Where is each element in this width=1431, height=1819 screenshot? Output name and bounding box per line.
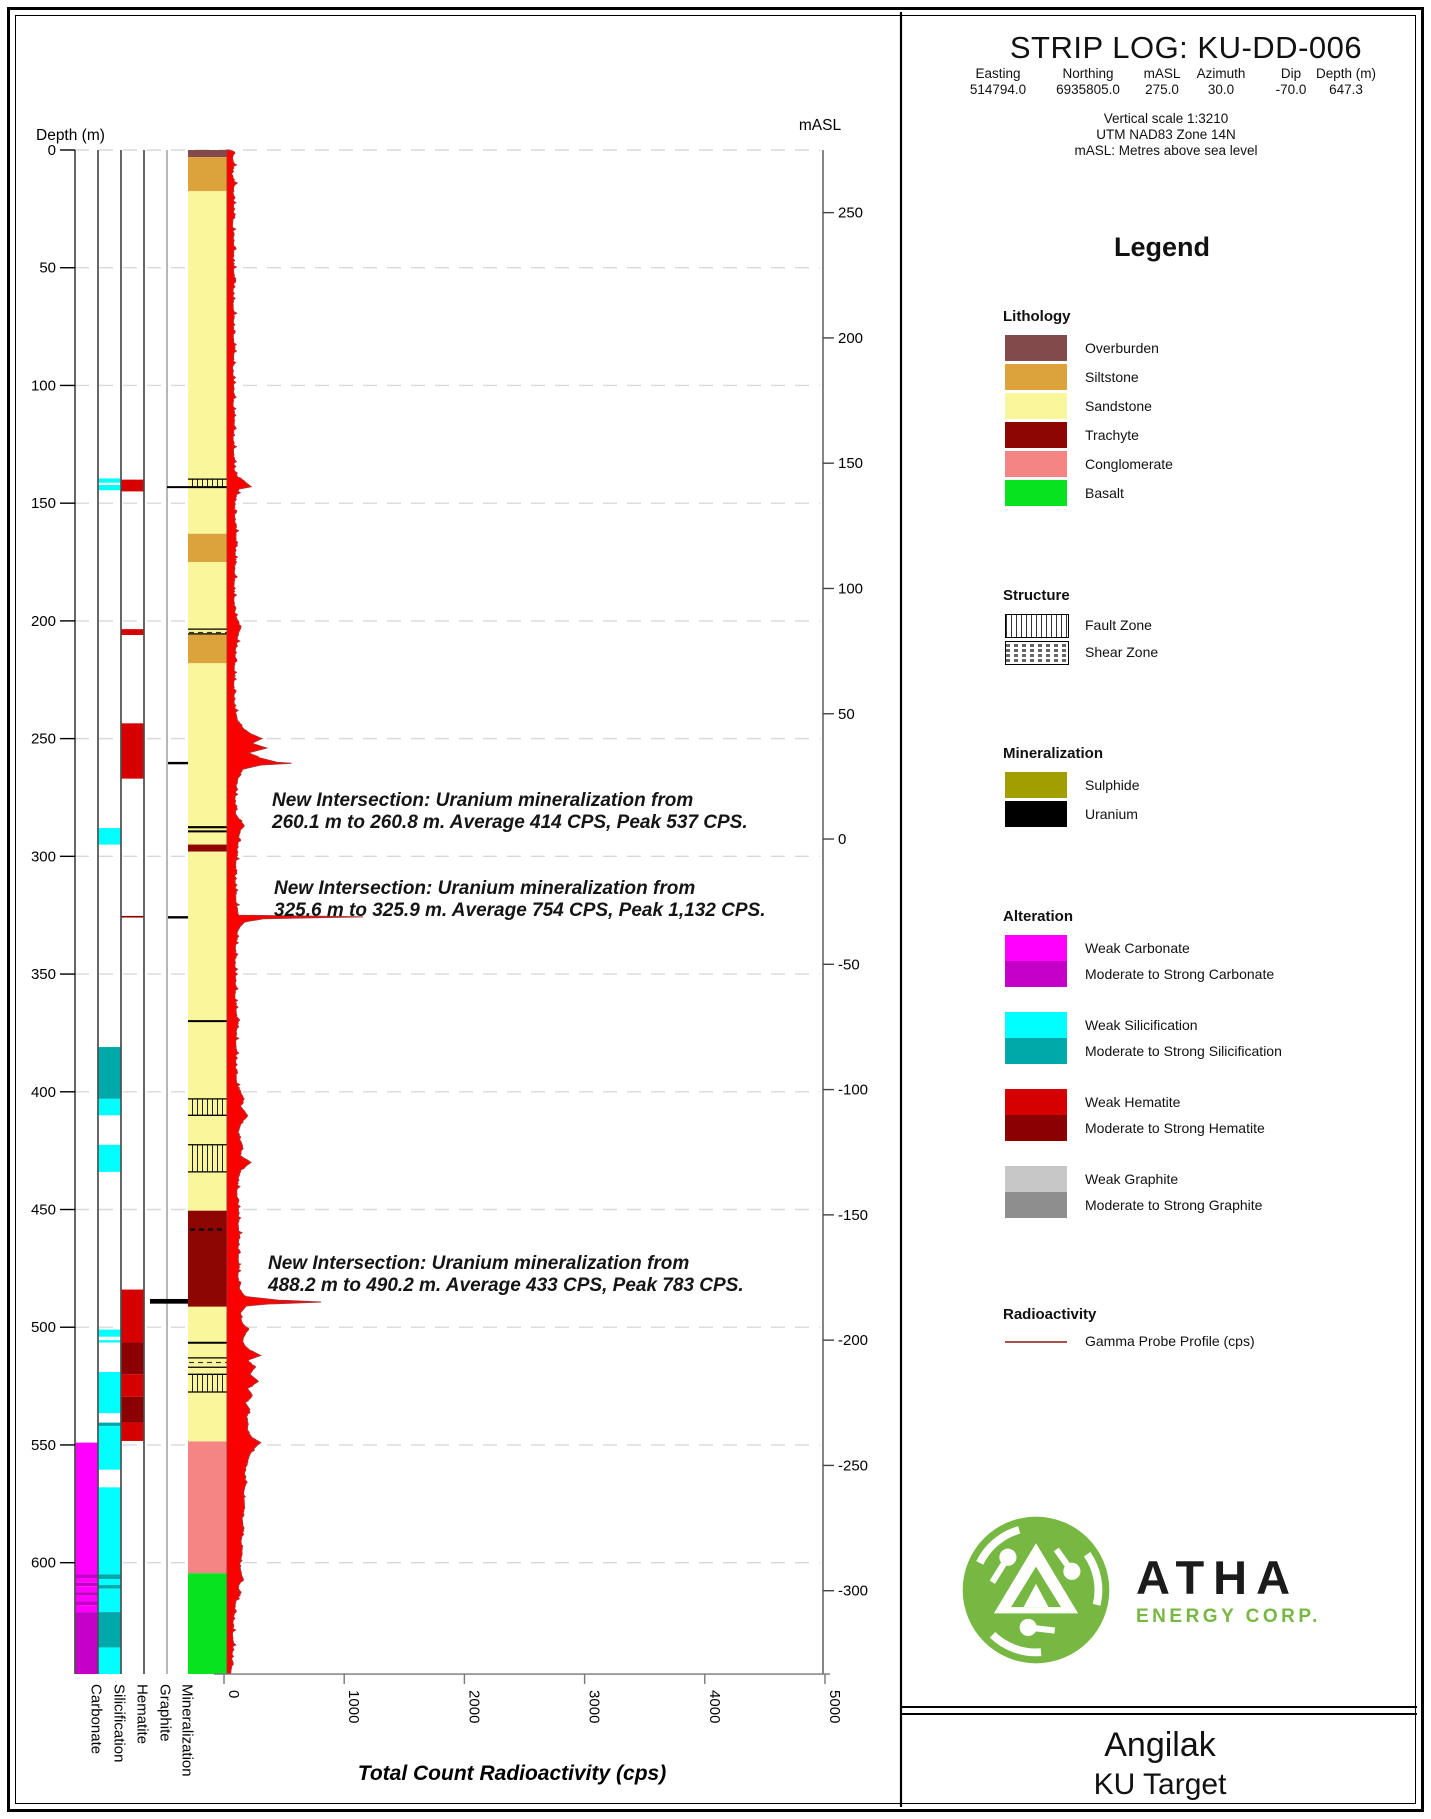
svg-text:100: 100 <box>838 580 864 598</box>
legend-label: Sulphide <box>1085 777 1140 793</box>
svg-text:150: 150 <box>30 495 56 513</box>
page-title: STRIP LOG: KU-DD-006 <box>1009 30 1363 65</box>
svg-text:260.1 m to 260.8 m. Average 41: 260.1 m to 260.8 m. Average 414 CPS, Peak 537 CPS. <box>272 812 748 833</box>
field-masl: mASL 275.0 <box>1143 66 1181 97</box>
svg-text:200: 200 <box>30 612 56 630</box>
legend-section-title: Alteration <box>1003 908 1074 925</box>
svg-text:600: 600 <box>30 1554 56 1572</box>
legend-label: Moderate to Strong Carbonate <box>1085 966 1275 982</box>
legend-label: Weak Hematite <box>1085 1094 1181 1110</box>
legend-section-title: Structure <box>1003 587 1070 604</box>
legend-label: Conglomerate <box>1085 456 1173 472</box>
svg-text:2000: 2000 <box>465 1690 483 1724</box>
svg-text:0: 0 <box>838 831 847 849</box>
legend-swatch <box>1005 335 1067 361</box>
legend-section-title: Radioactivity <box>1003 1306 1097 1323</box>
legend-label: Fault Zone <box>1085 617 1152 633</box>
svg-text:325.6 m to 325.9 m. Average 75: 325.6 m to 325.9 m. Average 754 CPS, Peak 1,132 CPS. <box>274 900 766 921</box>
svg-text:150: 150 <box>838 455 864 473</box>
logo-company-text: ATHA <box>1136 1551 1300 1604</box>
svg-text:3000: 3000 <box>585 1690 603 1724</box>
legend-swatch <box>1005 422 1067 448</box>
legend-swatch-strong <box>1005 1115 1067 1141</box>
legend-swatch-strong <box>1005 961 1067 987</box>
scale-note: Vertical scale 1:3210 <box>1103 111 1229 126</box>
svg-text:New Intersection: Uranium mine: New Intersection: Uranium mineralization from <box>274 878 696 899</box>
svg-text:0: 0 <box>47 142 56 159</box>
svg-text:500: 500 <box>30 1319 56 1337</box>
legend-swatch <box>1005 772 1067 798</box>
svg-text:Graphite: Graphite <box>156 1684 174 1742</box>
svg-text:488.2 m to 490.2 m. Average 43: 488.2 m to 490.2 m. Average 433 CPS, Peak 783 CPS. <box>268 1275 744 1296</box>
svg-text:200: 200 <box>838 329 864 347</box>
masl-axis-title: mASL <box>798 117 842 134</box>
svg-text:350: 350 <box>30 966 56 984</box>
svg-text:-300: -300 <box>838 1582 869 1600</box>
svg-text:New Intersection: Uranium mine: New Intersection: Uranium mineralization from <box>268 1253 690 1274</box>
svg-text:50: 50 <box>39 259 56 277</box>
gamma-axis-title: Total Count Radioactivity (cps) <box>357 1762 667 1786</box>
svg-text:-250: -250 <box>838 1457 869 1475</box>
footer-divider-bottom <box>902 1713 1417 1715</box>
svg-text:250: 250 <box>838 204 864 222</box>
svg-text:New Intersection: Uranium mine: New Intersection: Uranium mineralization from <box>272 790 694 811</box>
field-northing: Northing 6935805.0 <box>1056 66 1120 97</box>
svg-text:0: 0 <box>225 1690 242 1699</box>
svg-text:50: 50 <box>838 705 855 723</box>
legend-swatch <box>1005 393 1067 419</box>
legend-label: Gamma Probe Profile (cps) <box>1085 1333 1255 1349</box>
svg-text:-200: -200 <box>838 1332 869 1350</box>
fault-zone-swatch <box>1005 614 1069 638</box>
masl-note: mASL: Metres above sea level <box>1074 143 1258 158</box>
svg-text:550: 550 <box>30 1436 56 1454</box>
svg-text:Mineralization: Mineralization <box>178 1684 196 1777</box>
legend-label: Siltstone <box>1085 369 1139 385</box>
footer-divider-top <box>902 1706 1417 1708</box>
svg-text:-100: -100 <box>838 1081 869 1099</box>
legend-swatch-weak <box>1005 1012 1067 1038</box>
svg-text:100: 100 <box>30 377 56 395</box>
legend-label: Weak Carbonate <box>1085 940 1190 956</box>
legend-swatch-weak <box>1005 1089 1067 1115</box>
svg-text:-50: -50 <box>838 956 860 974</box>
legend-swatch <box>1005 451 1067 477</box>
shear-zone-swatch <box>1005 641 1069 665</box>
legend-section-title: Lithology <box>1003 308 1071 325</box>
legend-swatch <box>1005 480 1067 506</box>
footer-project: Angilak <box>1104 1726 1216 1764</box>
svg-text:4000: 4000 <box>705 1690 723 1724</box>
svg-text:450: 450 <box>30 1201 56 1219</box>
field-easting: Easting 514794.0 <box>969 66 1027 97</box>
legend-label: Weak Graphite <box>1085 1171 1179 1187</box>
footer-target: KU Target <box>1093 1768 1227 1801</box>
legend-label: Moderate to Strong Silicification <box>1085 1043 1282 1059</box>
svg-text:1000: 1000 <box>345 1690 363 1724</box>
atha-logo-icon <box>958 1512 1114 1668</box>
legend-swatch-weak <box>1005 935 1067 961</box>
company-logo <box>958 1510 1418 1670</box>
legend-swatch <box>1005 364 1067 390</box>
legend-label: Moderate to Strong Hematite <box>1085 1120 1265 1136</box>
logo-tagline-text: ENERGY CORP. <box>1136 1606 1321 1627</box>
legend-swatch-strong <box>1005 1192 1067 1218</box>
legend-label: Sandstone <box>1085 398 1152 414</box>
legend-label: Uranium <box>1085 806 1138 822</box>
legend-swatch <box>1005 801 1067 827</box>
legend-title: Legend <box>1113 232 1211 262</box>
svg-text:Hematite: Hematite <box>133 1684 151 1745</box>
svg-text:300: 300 <box>30 848 56 866</box>
legend-section-title: Mineralization <box>1003 745 1104 762</box>
svg-text:-150: -150 <box>838 1206 869 1224</box>
datum-note: UTM NAD83 Zone 14N <box>1096 127 1236 142</box>
legend-label: Overburden <box>1085 340 1159 356</box>
field-depth-m-: Depth (m) 647.3 <box>1315 66 1377 97</box>
depth-axis-title: Depth (m) <box>36 127 105 144</box>
legend-swatch-weak <box>1005 1166 1067 1192</box>
svg-text:5000: 5000 <box>826 1690 843 1724</box>
legend-label: Moderate to Strong Graphite <box>1085 1197 1263 1213</box>
gamma-line-swatch <box>1005 1341 1067 1343</box>
legend-label: Trachyte <box>1085 427 1139 443</box>
svg-text:Carbonate: Carbonate <box>87 1684 105 1755</box>
svg-text:400: 400 <box>30 1083 56 1101</box>
legend-label: Weak Silicification <box>1085 1017 1198 1033</box>
field-azimuth: Azimuth 30.0 <box>1196 66 1246 97</box>
legend-swatch-strong <box>1005 1038 1067 1064</box>
field-dip: Dip -70.0 <box>1275 66 1307 97</box>
legend-label: Basalt <box>1085 485 1124 501</box>
svg-text:Silicification: Silicification <box>110 1684 128 1763</box>
legend-label: Shear Zone <box>1085 644 1159 660</box>
svg-text:250: 250 <box>30 730 56 748</box>
